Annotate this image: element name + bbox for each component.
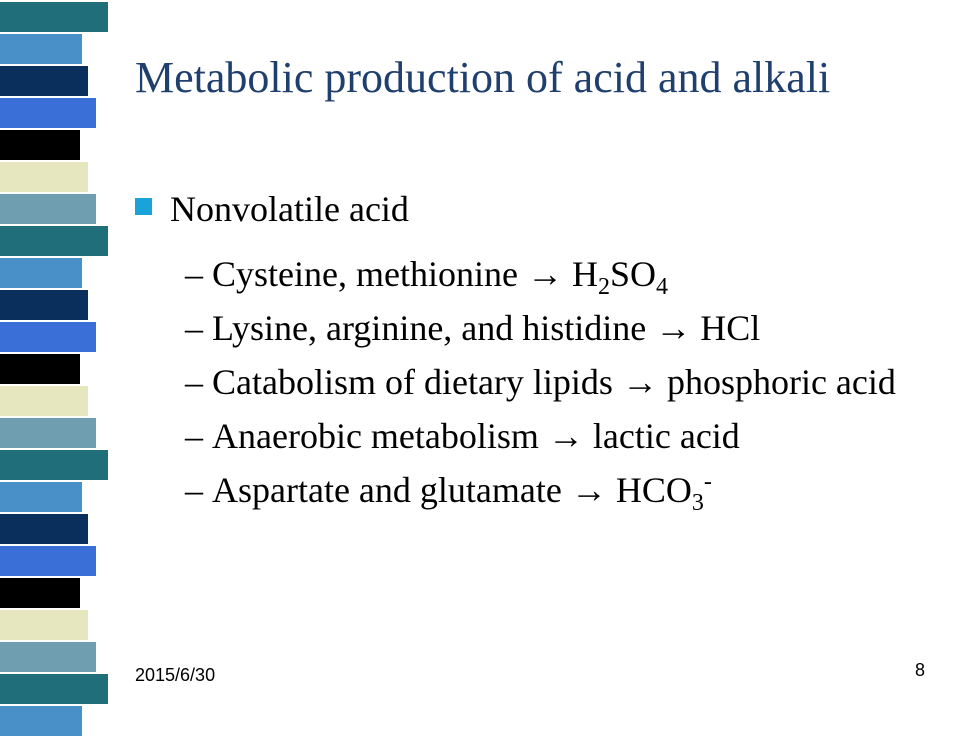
stripe-segment [0,64,88,96]
sub-item-text: Anaerobic metabolism → lactic acid [212,416,740,456]
stripe-gap [0,704,82,706]
stripe-gap [0,192,96,194]
stripe-segment [0,96,96,128]
stripe-segment [0,352,80,384]
stripe-gap [0,384,88,386]
stripe-segment [0,224,108,256]
stripe-segment [0,480,82,512]
stripe-segment [0,608,88,640]
page-number: 8 [915,660,926,680]
sub-item [135,362,925,402]
stripe-segment [0,256,82,288]
stripe-segment [0,384,88,416]
stripe-segment [0,288,88,320]
stripe-gap [0,480,82,482]
stripe-gap [0,608,88,610]
dash-marker: – [185,254,203,294]
sub-item-text: Cysteine, methionine → $H_2SO_4$ [212,254,668,301]
stripe-segment [0,32,82,64]
stripe-gap [0,576,80,578]
sub-item [135,308,925,348]
footer-date: 2015/6/30 [135,665,216,685]
stripe-gap [0,448,108,450]
sub-item-text: Lysine, arginine, and histidine → HCl [212,308,761,348]
slide-title: Metabolic production of acid and alkali [135,53,831,102]
sub-item-list [135,254,925,517]
stripe-segment [0,160,88,192]
slide-body [135,188,925,517]
stripe-gap [0,416,96,418]
sub-item [135,254,925,301]
stripe-segment [0,672,108,704]
stripe-segment [0,448,108,480]
square-bullet-icon [135,198,152,215]
sub-item-text: Catabolism of dietary lipids → phosphoric acid [212,362,896,402]
stripe-segment [0,320,96,352]
bullet-item [135,188,925,240]
dash-marker: – [185,416,203,456]
stripe-gap [0,0,108,2]
dash-marker: – [185,308,203,348]
stripe-segment [0,576,80,608]
stripe-gap [0,352,80,354]
stripe-gap [0,512,88,514]
stripe-gap [0,320,96,322]
dash-marker: – [185,470,203,510]
sub-item [135,416,925,456]
stripe-gap [0,256,82,258]
stripe-gap [0,128,80,130]
stripe-gap [0,640,96,642]
stripe-segment [0,0,108,32]
stripe-gap [0,224,108,226]
stripe-gap [0,64,88,66]
stripe-gap [0,32,82,34]
stripe-segment [0,192,96,224]
stripe-gap [0,672,108,674]
bullet-text: Nonvolatile acid [170,189,409,229]
stripe-segment [0,544,96,576]
stripe-gap [0,160,88,162]
stripe-gap [0,96,96,98]
stripe-segment [0,640,96,672]
sub-item-text: Aspartate and glutamate → $HCO_3^-$ [212,469,712,517]
stripe-gap [0,544,96,546]
stripe-segment [0,128,80,160]
stripe-gap [0,288,88,290]
stripe-segment [0,416,96,448]
decorative-stripe-bar [0,0,108,720]
dash-marker: – [185,362,203,402]
stripe-segment [0,512,88,544]
stripe-segment [0,704,82,736]
sub-item [135,469,925,517]
